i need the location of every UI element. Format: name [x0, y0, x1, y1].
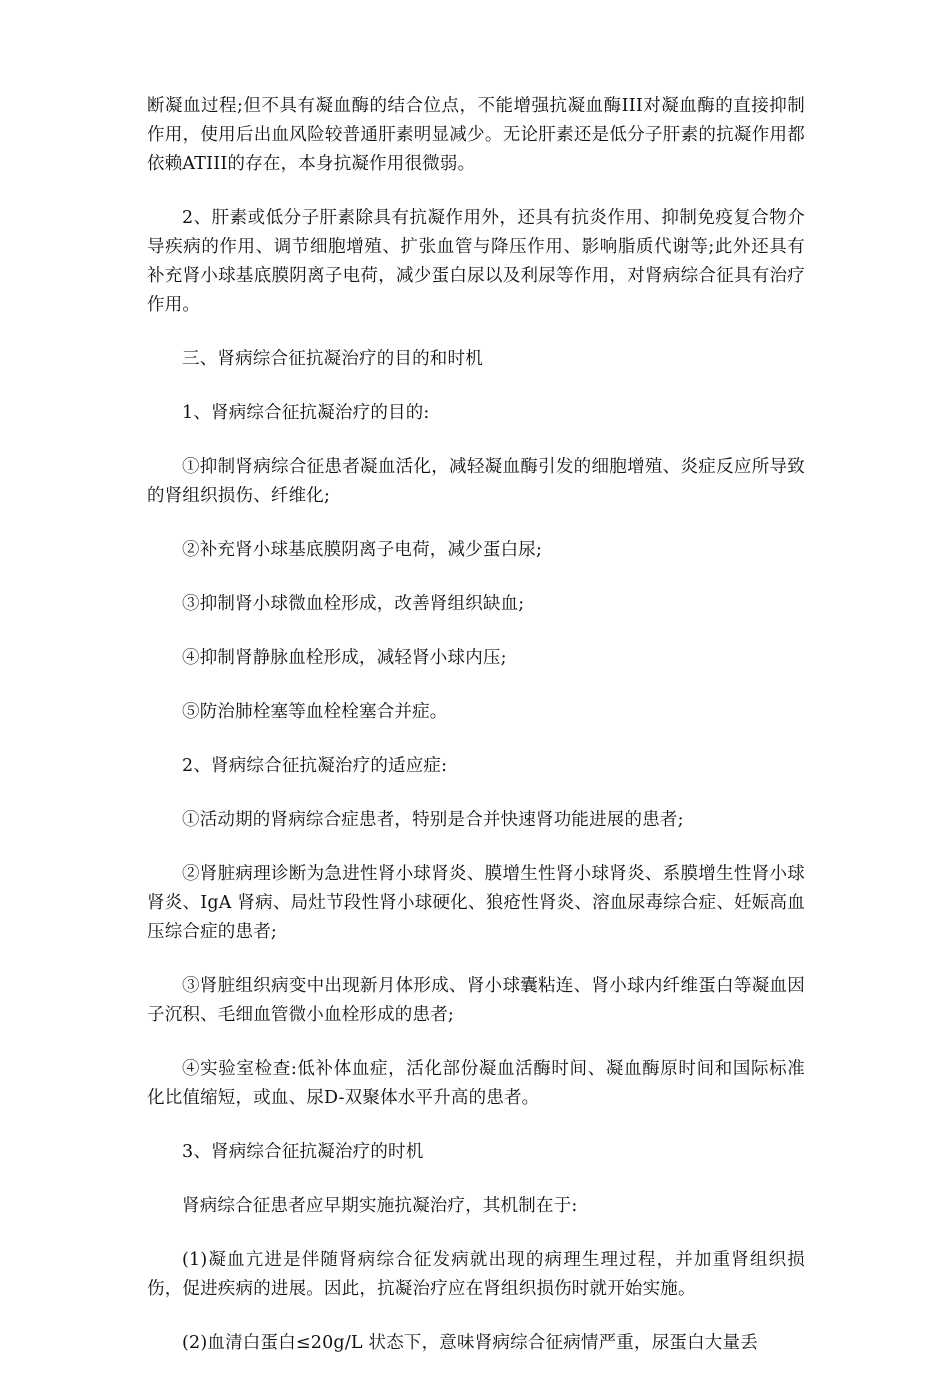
- list-item-purpose-4: ④抑制肾静脉血栓形成，减轻肾小球内压;: [182, 648, 507, 668]
- list-item-purpose-2: ②补充肾小球基底膜阴离子电荷，减少蛋白尿;: [182, 540, 543, 560]
- list-item-timing-1: (1)凝血亢进是伴随肾病综合征发病就出现的病理生理过程，并加重肾组织损伤，促进疾病的进展。因此，抗凝治疗应在肾组织损伤时就开始实施。: [147, 1250, 805, 1299]
- paragraph-continuation: 断凝血过程;但不具有凝血酶的结合位点，不能增强抗凝血酶III对凝血酶的直接抑制作用，使用后出血风险较普通肝素明显减少。无论肝素还是低分子肝素的抗凝作用都依赖ATIII的存在，本身抗凝作用很微弱。: [147, 96, 805, 174]
- list-item-purpose-1: ①抑制肾病综合征患者凝血活化，减轻凝血酶引发的细胞增殖、炎症反应所导致的肾组织损伤、纤维化;: [147, 457, 805, 506]
- list-item-purpose-3: ③抑制肾小球微血栓形成，改善肾组织缺血;: [182, 594, 525, 614]
- document-body: [147, 92, 805, 1383]
- list-item-indication-1: ①活动期的肾病综合症患者，特别是合并快速肾功能进展的患者;: [182, 810, 684, 830]
- subheading-purpose: 1、肾病综合征抗凝治疗的目的:: [182, 403, 430, 423]
- paragraph-heparin-effects: 2、肝素或低分子肝素除具有抗凝作用外，还具有抗炎作用、抑制免疫复合物介导疾病的作用、调节细胞增殖、扩张血管与降压作用、影响脂质代谢等;此外还具有补充肾小球基底膜阴离子电荷，减少蛋白尿以及利尿等作用，对肾病综合征具有治疗作用。: [147, 208, 805, 315]
- list-item-timing-2: (2)血清白蛋白≤20g/L 状态下，意味肾病综合征病情严重，尿蛋白大量丢: [182, 1333, 758, 1353]
- list-item-purpose-5: ⑤防治肺栓塞等血栓栓塞合并症。: [182, 702, 448, 722]
- subheading-indications: 2、肾病综合征抗凝治疗的适应症:: [182, 756, 448, 776]
- list-item-indication-3: ③肾脏组织病变中出现新月体形成、肾小球囊粘连、肾小球内纤维蛋白等凝血因子沉积、毛细血管微小血栓形成的患者;: [147, 976, 805, 1025]
- paragraph-timing-intro: 肾病综合征患者应早期实施抗凝治疗，其机制在于:: [182, 1196, 578, 1216]
- subheading-timing: 3、肾病综合征抗凝治疗的时机: [182, 1142, 424, 1162]
- list-item-indication-4: ④实验室检查:低补体血症，活化部份凝血活酶时间、凝血酶原时间和国际标准化比值缩短，或血、尿D-双聚体水平升高的患者。: [147, 1059, 805, 1108]
- section-heading-3: 三、肾病综合征抗凝治疗的目的和时机: [182, 349, 483, 369]
- list-item-indication-2: ②肾脏病理诊断为急进性肾小球肾炎、膜增生性肾小球肾炎、系膜增生性肾小球肾炎、IgA 肾病、局灶节段性肾小球硬化、狼疮性肾炎、溶血尿毒综合症、妊娠高血压综合症的患者;: [147, 864, 805, 942]
